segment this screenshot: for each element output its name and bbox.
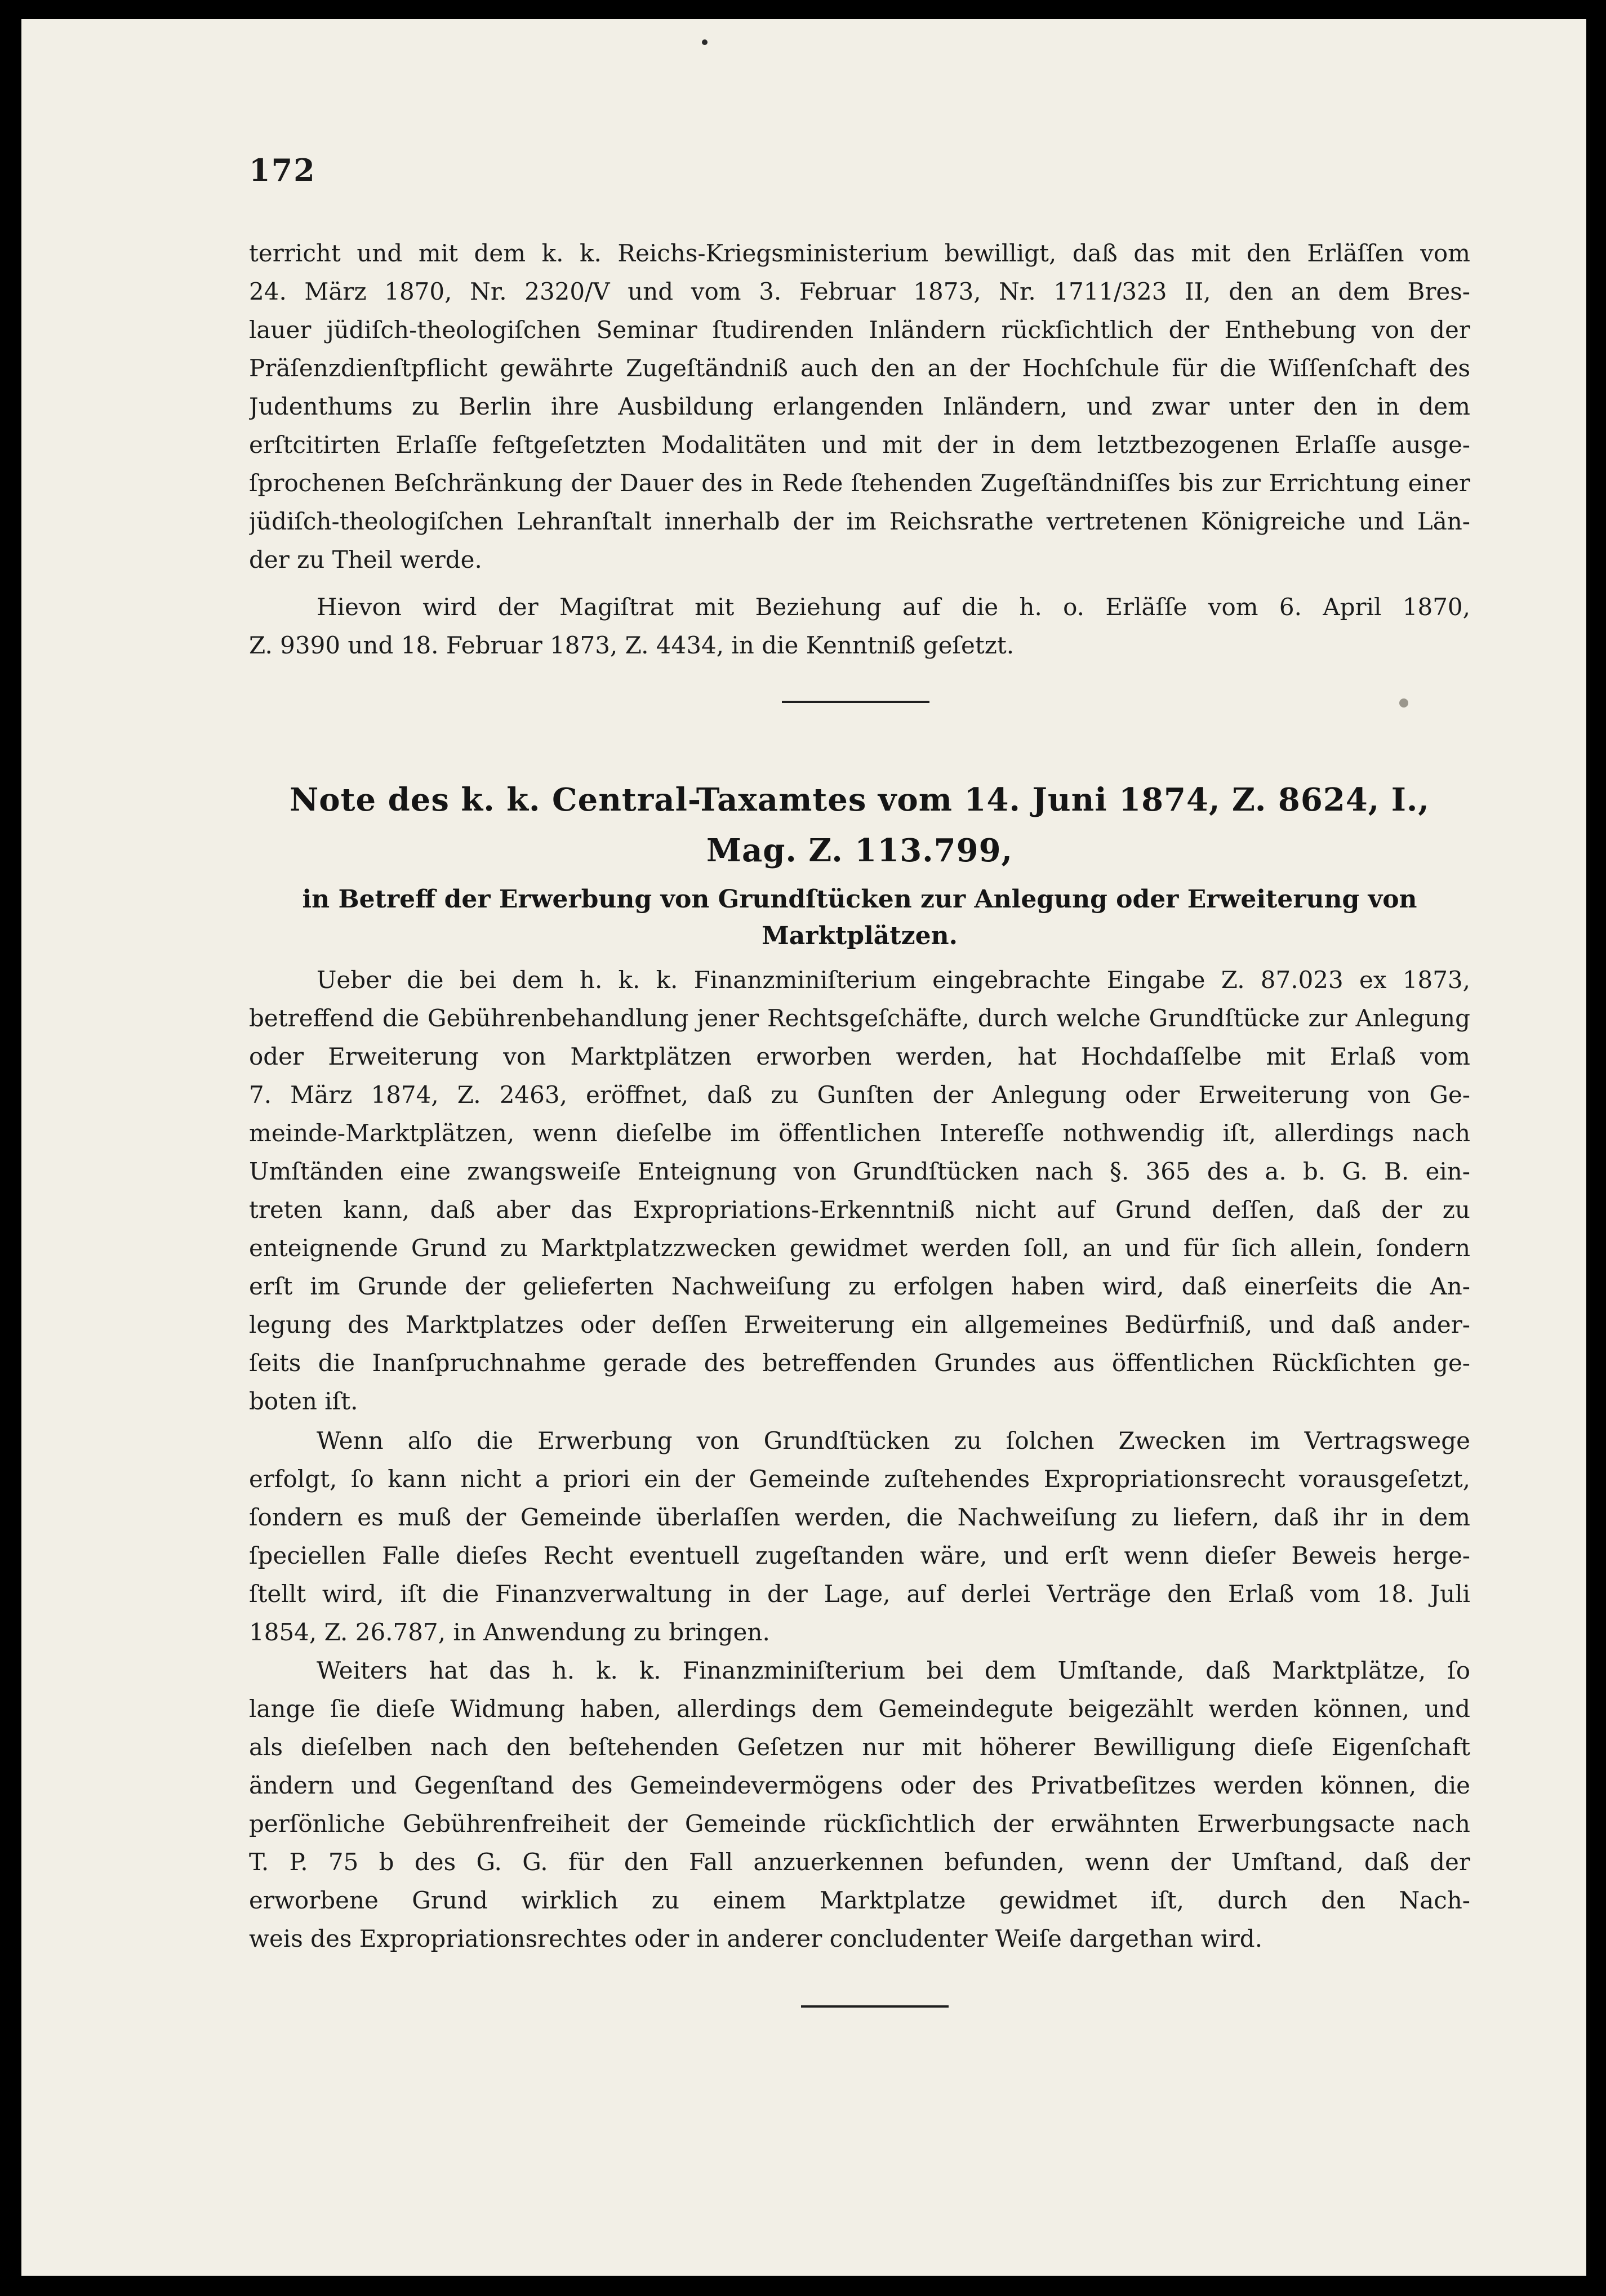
text-line: 24. März 1870, Nr. 2320/V und vom 3. Februar 1873, Nr. 1711/323 II, den an dem Bres- <box>249 278 1470 305</box>
section-subheading-end: Marktplätzen. <box>762 922 958 950</box>
section-heading-reference: Mag. Z. 113.799, <box>706 832 1013 869</box>
text-line: jüdiſch-theologiſchen Lehranſtalt innerhalb der im Reichsrathe vertretenen Königreiche und Län- <box>249 508 1470 535</box>
text-line: Hievon wird der Magiſtrat mit Beziehung auf die h. o. Erläſſe vom 6. April 1870, <box>317 593 1470 621</box>
scanned-page <box>21 19 1586 2276</box>
text-line: Weiters hat das h. k. k. Finanzminiſterium bei dem Umſtande, daß Marktplätze, ſo <box>317 1657 1470 1684</box>
text-line: der zu Theil werde. <box>249 546 482 573</box>
ink-dot <box>702 39 708 45</box>
text-line: ſpeciellen Falle dieſes Recht eventuell zugeſtanden wäre, und erſt wenn dieſer Beweis herge- <box>249 1542 1470 1569</box>
text-line: ſtellt wird, iſt die Finanzverwaltung in der Lage, auf derlei Verträge den Erlaß vom 18. Juli <box>249 1580 1470 1608</box>
section-subheading: in Betreff der Erwerbung von Grundſtücken zur Anlegung oder Erweiterung von <box>302 885 1417 914</box>
text-line: erfolgt, ſo kann nicht a priori ein der Gemeinde zuſtehendes Expropriationsrecht vorausgeſetzt, <box>249 1465 1470 1493</box>
text-line: T. P. 75 b des G. G. für den Fall anzuerkennen befunden, wenn der Umſtand, daß der <box>249 1848 1470 1876</box>
text-line: erſtcitirten Erlaſſe feſtgeſetzten Modalitäten und mit der in dem letztbezogenen Erlaſſe ausge- <box>249 431 1470 459</box>
section-divider <box>782 701 929 703</box>
text-line: ſondern es muß der Gemeinde überlaſſen werden, die Nachweiſung zu liefern, daß ihr in dem <box>249 1503 1470 1531</box>
text-line: enteignende Grund zu Marktplatzzwecken gewidmet werden ſoll, an und für ſich allein, ſondern <box>249 1234 1470 1262</box>
text-line: erſt im Grunde der gelieferten Nachweiſung zu erfolgen haben wird, daß einerſeits die An- <box>249 1272 1470 1300</box>
paragraph-hievon <box>249 588 1470 665</box>
text-line: Ueber die bei dem h. k. k. Finanzminiſterium eingebrachte Eingabe Z. 87.023 ex 1873, <box>317 966 1470 994</box>
text-line: 7. März 1874, Z. 2463, eröffnet, daß zu Gunſten der Anlegung oder Erweiterung von Ge- <box>249 1081 1470 1109</box>
text-line: Z. 9390 und 18. Februar 1873, Z. 4434, in die Kenntniß geſetzt. <box>249 631 1015 659</box>
text-line: boten iſt. <box>249 1387 358 1415</box>
text-line: Wenn alſo die Erwerbung von Grundſtücken zu ſolchen Zwecken im Vertragswege <box>317 1427 1470 1454</box>
bleed-through-mark <box>1399 698 1408 708</box>
text-line: meinde-Marktplätzen, wenn dieſelbe im öffentlichen Intereſſe nothwendig iſt, allerdings nach <box>249 1119 1470 1147</box>
page-number: 172 <box>249 152 316 188</box>
text-line: Judenthums zu Berlin ihre Ausbildung erlangenden Inländern, und zwar unter den in dem <box>249 393 1470 420</box>
text-line: als dieſelben nach den beſtehenden Geſetzen nur mit höherer Bewilligung dieſe Eigenſchaft <box>249 1733 1470 1761</box>
text-line: lange ſie dieſe Widmung haben, allerdings dem Gemeindegute beigezählt werden können, und <box>249 1695 1470 1723</box>
text-line: treten kann, daß aber das Expropriations-Erkenntniß nicht auf Grund deſſen, daß der zu <box>249 1196 1470 1223</box>
paragraph-weiters <box>249 1652 1470 1958</box>
text-line: Umſtänden eine zwangsweiſe Enteignung von Grundſtücken nach §. 365 des a. b. G. B. ein- <box>249 1158 1470 1185</box>
text-line: oder Erweiterung von Marktplätzen erworben werden, hat Hochdaſſelbe mit Erlaß vom <box>249 1043 1470 1070</box>
text-line: betreffend die Gebührenbehandlung jener Rechtsgeſchäfte, durch welche Grundſtücke zur Anlegung <box>249 1004 1470 1032</box>
text-line: Präſenzdienſtpflicht gewährte Zugeſtändniß auch den an der Hochſchule für die Wiſſenſchaft des <box>249 354 1470 382</box>
paragraph-ueber <box>249 961 1470 1421</box>
paragraph-wenn <box>249 1422 1470 1652</box>
text-line: terricht und mit dem k. k. Reichs-Kriegsministerium bewilligt, daß das mit den Erläſſen vom <box>249 239 1470 267</box>
section-heading: Note des k. k. Central-Taxamtes vom 14. Juni 1874, Z. 8624, I., <box>290 781 1430 818</box>
text-line: perſönliche Gebührenfreiheit der Gemeinde rückſichtlich der erwähnten Erwerbungsacte nach <box>249 1810 1470 1837</box>
text-line: 1854, Z. 26.787, in Anwendung zu bringen. <box>249 1618 770 1646</box>
section-divider <box>801 2005 949 2008</box>
text-line: weis des Expropriationsrechtes oder in anderer concludenter Weiſe dargethan wird. <box>249 1925 1263 1952</box>
text-line: ändern und Gegenſtand des Gemeindevermögens oder des Privatbeſitzes werden können, die <box>249 1772 1470 1799</box>
paragraph-continuation <box>249 234 1470 579</box>
text-line: legung des Marktplatzes oder deſſen Erweiterung ein allgemeines Bedürfniß, und daß ander- <box>249 1311 1470 1338</box>
text-line: lauer jüdiſch-theologiſchen Seminar ſtudirenden Inländern rückſichtlich der Enthebung von der <box>249 316 1470 344</box>
text-line: ſprochenen Beſchränkung der Dauer des in Rede ſtehenden Zugeſtändniſſes bis zur Errichtung einer <box>249 469 1470 497</box>
text-line: ſeits die Inanſpruchnahme gerade des betreffenden Grundes aus öffentlichen Rückſichten ge- <box>249 1349 1470 1377</box>
text-line: erworbene Grund wirklich zu einem Marktplatze gewidmet iſt, durch den Nach- <box>249 1886 1470 1914</box>
